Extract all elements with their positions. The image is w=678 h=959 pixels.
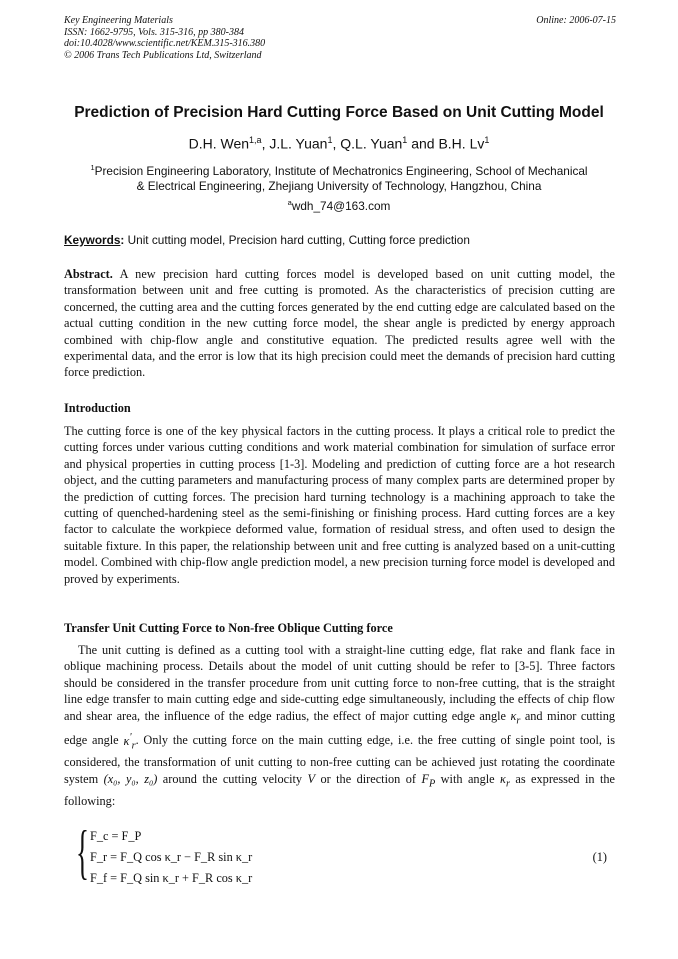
author-sup: 1 <box>402 135 408 145</box>
journal-name: Key Engineering Materials <box>64 15 173 26</box>
email-address: wdh_74@163.com <box>291 198 391 213</box>
equation-brace: { <box>76 819 89 885</box>
introduction-text: The cutting force is one of the key physical factors in the cutting process. It plays a critical role to predict the cutting forces under various cutting conditions and work material combination for simulation of surface error and physical properties in cutting process [1-3]. Modeling and prediction of cutting force are a hot research object, and the cutting parameters and manufacturing process of many complex parts are determined proper by the prediction of cutting forces. The precision hard turning technology is a machining approach to take the cutting of quenched-hardening steel as the semi-finishing or finishing process. Hard cutting forces are a key factor to calculate the workpiece deformed value, formation of residual stress, and often used to design the suitable fixture. In this paper, the relationship between unit and free cutting is analyzed based on a unit-cutting model. Combined with chip-flow angle prediction model, a new precision turning force model is developed and proved by experiments. <box>64 424 615 586</box>
coordinate-system: (x₀, y₀, z₀) <box>103 771 158 786</box>
keywords-text: Unit cutting model, Precision hard cutting, Cutting force prediction <box>127 233 470 247</box>
author-separator: , <box>332 135 341 152</box>
transfer-text-part: around the cutting velocity <box>157 771 308 786</box>
equation-line-2: F_r = F_Q cos κ_r − F_R sin κ_r <box>90 850 253 864</box>
transfer-text-part: . Only the cutting force on the main cutting edge, i.e. the free cutting of single point tool, is considered, the transformation of unit cutting to non-free cutting can be achieved just rotating the coordinate system <box>64 733 615 786</box>
transfer-text <box>64 642 615 809</box>
transfer-text-part: with angle <box>435 771 501 786</box>
keywords-colon: : <box>120 233 128 247</box>
author-sup: 1,a <box>249 135 262 145</box>
copyright-line: © 2006 Trans Tech Publications Ltd, Switzerland <box>64 49 262 61</box>
abstract-text: A new precision hard cutting forces model is developed based on unit cutting model, the transformation between unit and free cutting is promoted. As the characteristics of precision cutting are concerned, the cutting area and the cutting forces generated by the end cutting edge are calculated based on the actual cutting condition in the new cutting force model, the shear angle is predicted by energy approach combined with chip-flow angle and constitutive equation. The predicted results agree well with the experimental data, and the error is low that its high precision could meet the demands of precision hard cutting force prediction. <box>64 267 615 380</box>
transfer-text-part: and minor cutting edge angle <box>64 708 615 748</box>
author-list <box>40 135 638 152</box>
symbol-velocity: V <box>307 771 316 786</box>
abstract <box>64 266 615 381</box>
keywords-label: Keywords <box>64 233 121 247</box>
affiliation-line-1: Precision Engineering Laboratory, Institute of Mechatronics Engineering, School of Mechanical <box>94 163 588 178</box>
transfer-heading: Transfer Unit Cutting Force to Non-free Oblique Cutting force <box>64 621 393 635</box>
issn-line: ISSN: 1662-9795, Vols. 315-316, pp 380-384 <box>64 26 244 38</box>
transfer-text-part: or the direction of <box>315 771 422 786</box>
abstract-label: Abstract. <box>64 267 113 281</box>
online-date: Online: 2006-07-15 <box>536 15 616 26</box>
author-separator: , <box>261 135 270 152</box>
symbol-kappa-r: $\kappa_r$ <box>510 708 521 727</box>
doi-line: doi:10.4028/www.scientific.net/KEM.315-316.380 <box>64 38 266 49</box>
equation-1 <box>76 819 616 892</box>
author-separator: and <box>407 135 439 152</box>
transfer-text-part: The unit cutting is defined as a cutting tool with a straight-line cutting edge, flat rake and flank face in oblique machining process. Details about the model of unit cutting should be refer to [3-5]. Three factors should be considered in the transfer procedure from unit cutting force to non-free cutting, that is the straight line edge transfer to main cutting edge and side-cutting edge simultaneously, including the effects of chip flow and shear area, the influence of the edge radius, the effect of major cutting edge angle <box>64 643 615 723</box>
author-sup: 1 <box>484 135 490 145</box>
email-sup: a <box>287 198 292 207</box>
symbol-kappa-r-prime: $\kappa'_r$ <box>123 731 136 752</box>
equation-number: (1) <box>592 850 607 864</box>
author-sup: 1 <box>327 135 333 145</box>
affiliation-line-2: & Electrical Engineering, Zhejiang University of Technology, Hangzhou, China <box>136 178 542 193</box>
symbol-force-p: $F_P$ <box>421 771 436 790</box>
author-name: Q.L. Yuan <box>340 135 403 152</box>
equation-line-3: F_f = F_Q sin κ_r + F_R cos κ_r <box>90 871 253 885</box>
transfer-text-part: as expressed in the following: <box>64 771 616 808</box>
author-name: J.L. Yuan <box>269 135 328 152</box>
journal-header <box>64 15 265 61</box>
paper-title: Prediction of Precision Hard Cutting Force Based on Unit Cutting Model <box>74 104 604 121</box>
affiliation <box>60 160 618 194</box>
keywords <box>64 233 470 247</box>
affiliation-sup: 1 <box>90 163 95 172</box>
author-email <box>40 198 638 213</box>
introduction-heading: Introduction <box>64 401 131 415</box>
symbol-kappa-r: $\kappa_r$ <box>500 771 510 790</box>
author-name: D.H. Wen <box>188 135 250 152</box>
equation-line-1: F_c = F_P <box>90 829 142 843</box>
author-name: B.H. Lv <box>438 135 485 152</box>
